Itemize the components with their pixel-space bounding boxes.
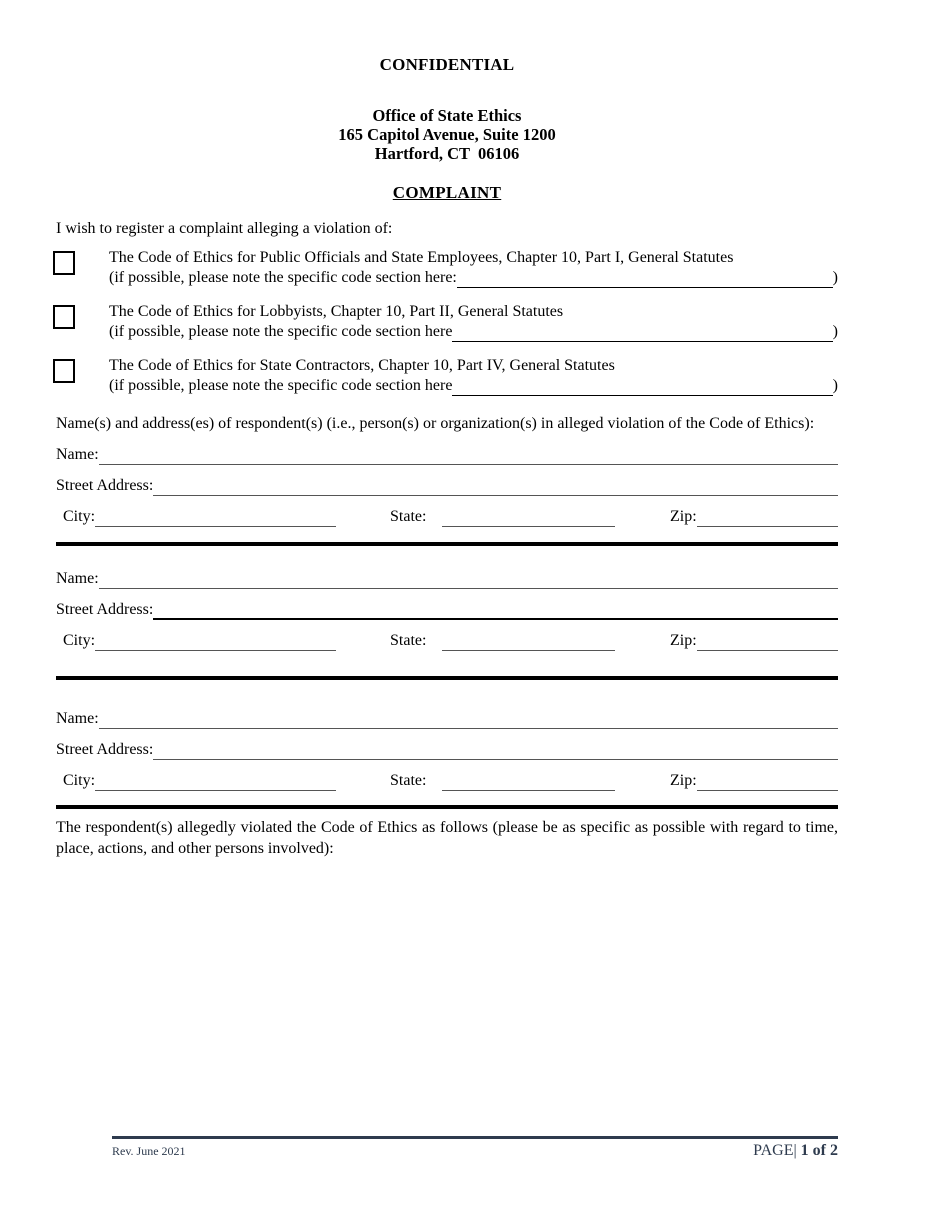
checkbox-lobbyists[interactable]: [53, 305, 75, 329]
city-label: City:: [63, 632, 96, 649]
page-number: [753, 1142, 838, 1160]
street-address-label: Street Address:: [56, 477, 154, 494]
violation-option-lobbyists: [56, 302, 838, 342]
violation-option-title: The Code of Ethics for Lobbyists, Chapter 10, Part II, General Statutes: [109, 303, 564, 320]
revision-date: Rev. June 2021: [112, 1144, 186, 1158]
intro-text: I wish to register a complaint alleging a violation of:: [56, 220, 393, 237]
org-address-block: [56, 106, 838, 163]
code-section-note-close: ): [832, 377, 838, 394]
code-section-line[interactable]: [452, 379, 832, 396]
city-label: City:: [63, 508, 96, 525]
checkbox-public-officials[interactable]: [53, 251, 75, 275]
page-number-label: PAGE|: [753, 1142, 797, 1159]
statement-writing-area[interactable]: [56, 859, 838, 1099]
violation-option-state-contractors: [56, 356, 838, 396]
zip-line[interactable]: [697, 773, 838, 791]
code-section-note-close: ): [832, 269, 838, 286]
violation-option-title: The Code of Ethics for Public Officials and State Employees, Chapter 10, Part I, General Statutes: [109, 249, 734, 266]
org-address-line2: Hartford, CT 06106: [374, 144, 520, 163]
state-line[interactable]: [442, 633, 615, 651]
city-line[interactable]: [95, 633, 336, 651]
state-label: State:: [390, 632, 427, 649]
org-name: Office of State Ethics: [372, 106, 522, 125]
state-label: State:: [390, 508, 427, 525]
respondent-block-2: [56, 568, 838, 651]
violation-option-public-officials: [56, 248, 838, 288]
zip-label: Zip:: [670, 508, 697, 525]
state-line[interactable]: [442, 773, 615, 791]
code-section-note: (if possible, please note the specific code section here: [109, 377, 453, 394]
city-line[interactable]: [95, 773, 336, 791]
street-address-line[interactable]: [153, 602, 838, 620]
page-footer: [112, 1136, 838, 1160]
name-line[interactable]: [99, 447, 838, 465]
section-divider: [56, 542, 838, 546]
code-section-note-close: ): [832, 323, 838, 340]
street-address-line[interactable]: [153, 478, 838, 496]
violation-options: [56, 248, 838, 396]
name-label: Name:: [56, 446, 99, 463]
section-divider: [56, 805, 838, 809]
state-line[interactable]: [442, 509, 615, 527]
name-line[interactable]: [99, 571, 838, 589]
zip-label: Zip:: [670, 772, 697, 789]
state-label: State:: [390, 772, 427, 789]
name-label: Name:: [56, 710, 99, 727]
page-number-value: 1 of 2: [800, 1142, 838, 1159]
zip-line[interactable]: [697, 633, 838, 651]
code-section-line[interactable]: [457, 271, 833, 288]
street-address-label: Street Address:: [56, 601, 154, 618]
code-section-note: (if possible, please note the specific code section here: [109, 323, 453, 340]
page-title: COMPLAINT: [392, 183, 502, 202]
confidential-banner: CONFIDENTIAL: [379, 55, 515, 74]
zip-line[interactable]: [697, 509, 838, 527]
name-label: Name:: [56, 570, 99, 587]
org-address-line1: 165 Capitol Avenue, Suite 1200: [338, 125, 556, 144]
violation-option-title: The Code of Ethics for State Contractors, Chapter 10, Part IV, General Statutes: [109, 357, 615, 374]
code-section-line[interactable]: [452, 325, 832, 342]
street-address-line[interactable]: [153, 742, 838, 760]
code-section-note: (if possible, please note the specific code section here:: [109, 269, 457, 286]
city-label: City:: [63, 772, 96, 789]
section-divider: [56, 676, 838, 680]
city-line[interactable]: [95, 509, 336, 527]
street-address-label: Street Address:: [56, 741, 154, 758]
zip-label: Zip:: [670, 632, 697, 649]
checkbox-state-contractors[interactable]: [53, 359, 75, 383]
respondent-block-1: [56, 444, 838, 527]
footer-divider: [112, 1136, 838, 1139]
statement-prompt: The respondent(s) allegedly violated the Code of Ethics as follows (please be as specific as possible with regard to time, place, actions, and other persons involved):: [56, 819, 838, 857]
respondents-intro: Name(s) and address(es) of respondent(s) (i.e., person(s) or organization(s) in alleged violation of the Code of Ethics):: [56, 415, 815, 432]
respondent-block-3: [56, 708, 838, 791]
name-line[interactable]: [99, 711, 838, 729]
